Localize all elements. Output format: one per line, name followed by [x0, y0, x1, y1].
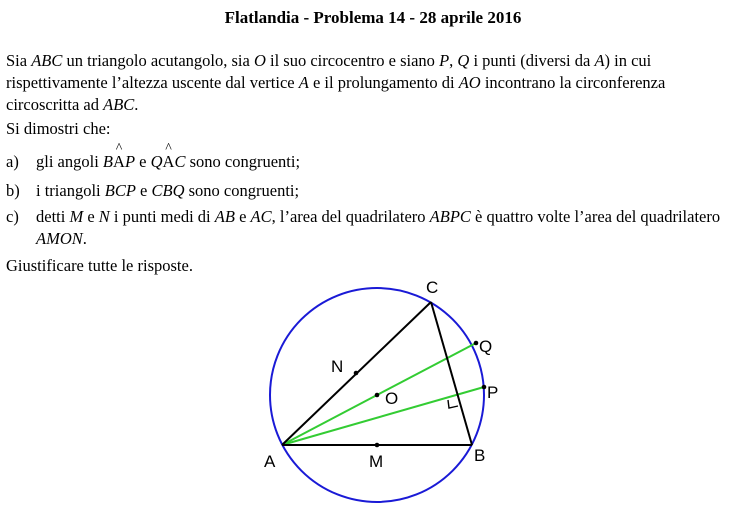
label-a: A — [264, 452, 276, 471]
label-o: O — [385, 389, 399, 408]
right-angle-mark — [448, 400, 458, 408]
point-q — [474, 341, 479, 346]
label-n: N — [331, 357, 344, 376]
point-o — [375, 393, 380, 398]
line-oq — [377, 343, 476, 395]
item-label: a) — [6, 152, 19, 171]
item-label: b) — [6, 181, 20, 200]
problem-statement: Sia ABC un triangolo acutangolo, sia O il suo circocentro e siano P, Q i punti (diversi da A) in cui rispettivamente l’altezza uscente dal vertice A e il prolungamento di AO incontrano la circonferenza circoscritta ad ABC. — [6, 51, 666, 114]
page-title: Flatlandia - Problema 14 - 28 aprile 2016 — [224, 8, 522, 27]
point-m — [375, 443, 380, 448]
label-m: M — [369, 452, 384, 471]
label-p: P — [487, 383, 499, 402]
label-q: Q — [479, 337, 493, 356]
item-text: gli angoli B^ AP e Q^ AC sono congruenti; — [36, 151, 736, 173]
side-bc — [431, 302, 472, 445]
label-b: B — [474, 446, 486, 465]
point-p — [482, 385, 487, 390]
item-text: detti M e N i punti medi di AB e AC, l’area del quadrilatero ABPC è quattro volte l’area del quadrilatero AMON. — [36, 207, 721, 248]
point-n — [354, 371, 359, 376]
prompt-line: Si dimostri che: — [6, 119, 111, 138]
closing-instruction: Giustificare tutte le risposte. — [6, 256, 193, 275]
label-c: C — [426, 278, 439, 297]
line-ao — [282, 395, 377, 445]
item-text: i triangoli BCP e CBQ sono congruenti; — [36, 181, 300, 200]
item-label: c) — [6, 207, 19, 226]
